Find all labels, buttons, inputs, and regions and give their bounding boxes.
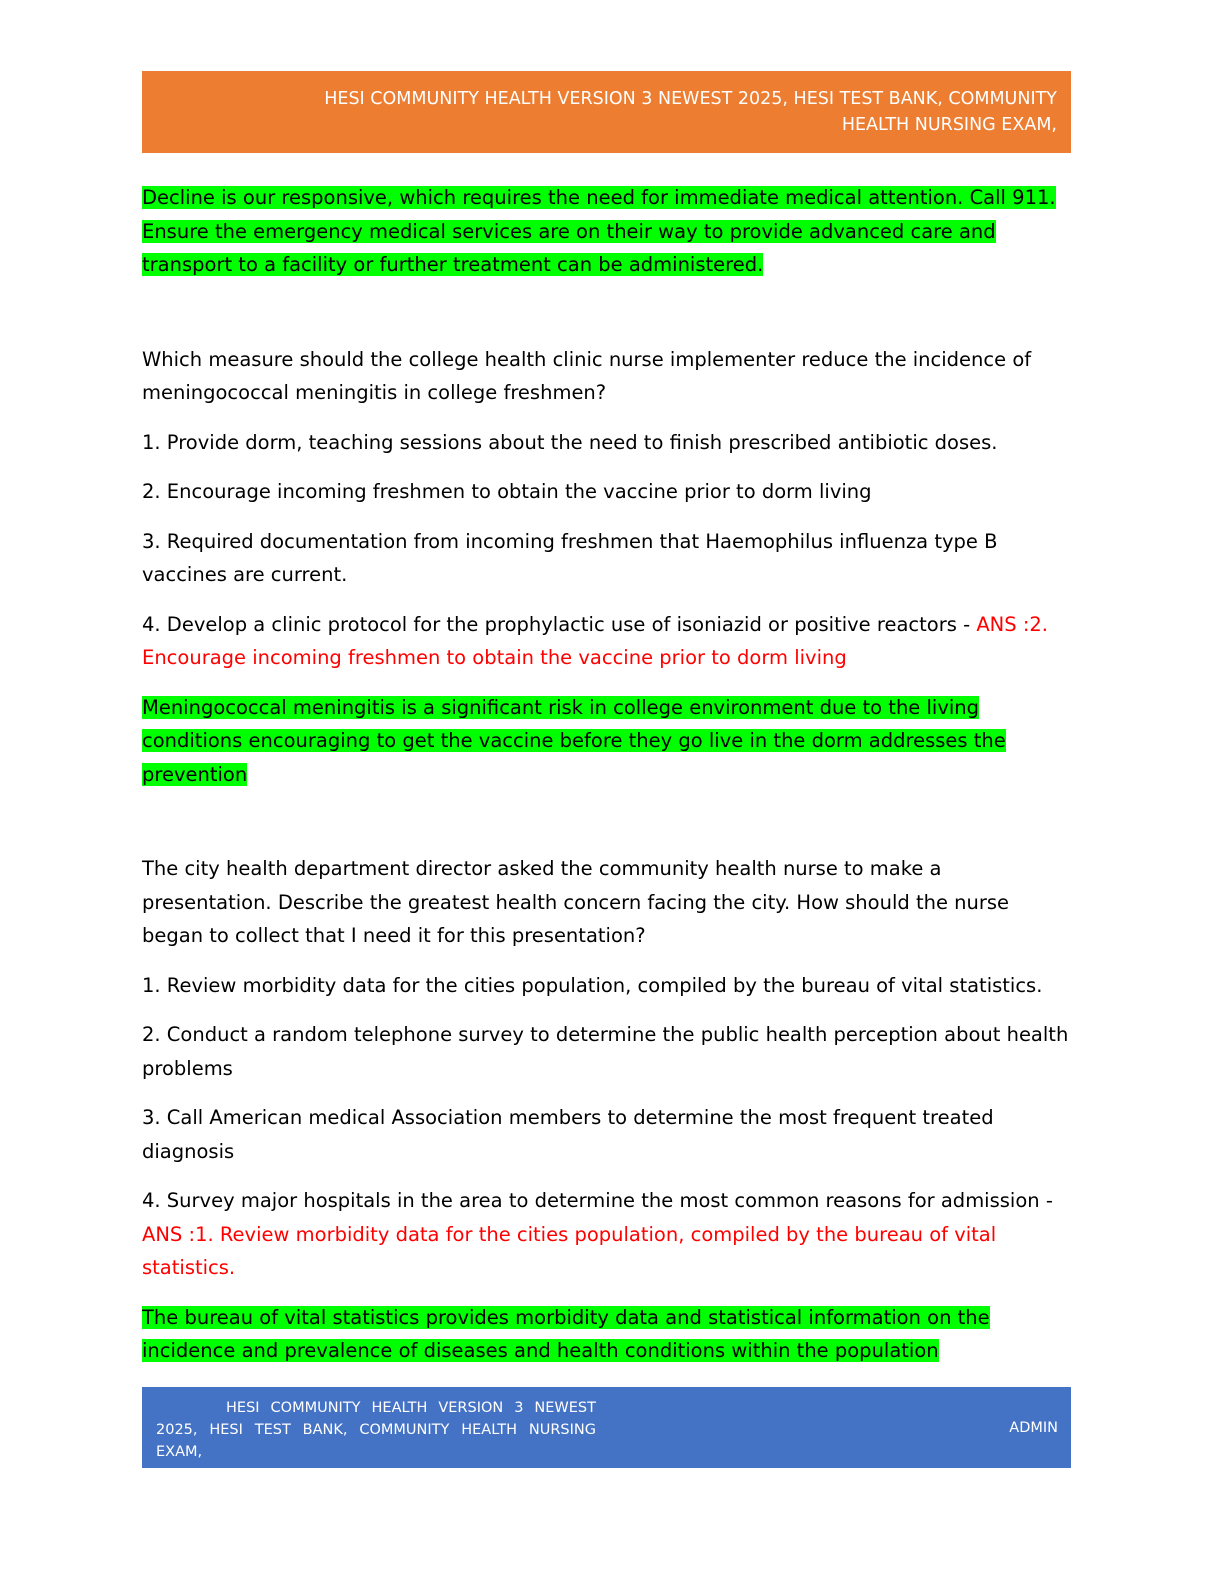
question-2-answer: ANS :1. Review morbidity data for the cities population, compiled by the bureau of vital statistics. bbox=[142, 1222, 997, 1279]
rationale-line: transport to a facility or further treatment can be administered. bbox=[142, 253, 764, 276]
question-2-option-2: 2. Conduct a random telephone survey to determine the public health perception about health problems bbox=[142, 1023, 1069, 1080]
rationale-line: incidence and prevalence of diseases and health conditions within the population bbox=[142, 1339, 939, 1362]
page-footer bbox=[142, 1387, 1071, 1468]
question-2-option-1: 1. Review morbidity data for the cities population, compiled by the bureau of vital statistics. bbox=[142, 973, 1043, 997]
option-text: 4. Survey major hospitals in the area to determine the most common reasons for admission - bbox=[142, 1189, 1053, 1212]
question-2-option-3: 3. Call American medical Association members to determine the most frequent treated diagnosis bbox=[142, 1106, 994, 1163]
rationale-block-1 bbox=[142, 181, 1072, 282]
page-header bbox=[142, 71, 1071, 153]
question-1-option-1: 1. Provide dorm, teaching sessions about the need to finish prescribed antibiotic doses. bbox=[142, 430, 998, 454]
rationale-line: prevention bbox=[142, 762, 248, 786]
header-title-line-2: HEALTH NURSING EXAM, bbox=[841, 115, 1057, 135]
question-1-text: Which measure should the college health clinic nurse implementer reduce the incidence of meningococcal meningitis in college freshmen? bbox=[142, 347, 1032, 404]
option-text: 4. Develop a clinic protocol for the prophylactic use of isoniazid or positive reactors - bbox=[142, 612, 971, 636]
question-1-option-2: 2. Encourage incoming freshmen to obtain the vaccine prior to dorm living bbox=[142, 480, 872, 503]
rationale-line: Ensure the emergency medical services are on their way to provide advanced care and bbox=[142, 219, 996, 243]
rationale-line: Decline is our responsive, which requires the need for immediate medical attention. Call 911. bbox=[142, 186, 1056, 209]
question-2-text: The city health department director asked the community health nurse to make a presentation. Describe the greatest health concern facing the city. How should the nurse began to collect that I need it for this presentation? bbox=[142, 857, 1010, 947]
rationale-line: The bureau of vital statistics provides morbidity data and statistical information on the bbox=[142, 1305, 990, 1329]
document-body bbox=[142, 181, 1072, 1368]
question-1-answer: ANS :2. Encourage incoming freshmen to obtain the vaccine prior to dorm living bbox=[142, 612, 1049, 669]
question-2-option-4 bbox=[142, 1184, 1072, 1285]
rationale-line: conditions encouraging to get the vaccine before they go live in the dorm addresses the bbox=[142, 729, 1006, 752]
rationale-line: Meningococcal meningitis is a significant risk in college environment due to the living bbox=[142, 695, 980, 719]
question-1-rationale bbox=[142, 691, 1072, 792]
question-1-option-4 bbox=[142, 608, 1072, 675]
question-1-option-3: 3. Required documentation from incoming freshmen that Haemophilus influenza type B vaccines are current. bbox=[142, 529, 998, 586]
header-title-line-1: HESI COMMUNITY HEALTH VERSION 3 NEWEST 2025, HESI TEST BANK, COMMUNITY bbox=[324, 89, 1057, 109]
question-2-rationale bbox=[142, 1301, 1072, 1368]
footer-title: HESI COMMUNITY HEALTH VERSION 3 NEWEST 2025, HESI TEST BANK, COMMUNITY HEALTH NURSING EXAM, bbox=[156, 1400, 596, 1460]
footer-author: ADMIN bbox=[1009, 1420, 1058, 1436]
